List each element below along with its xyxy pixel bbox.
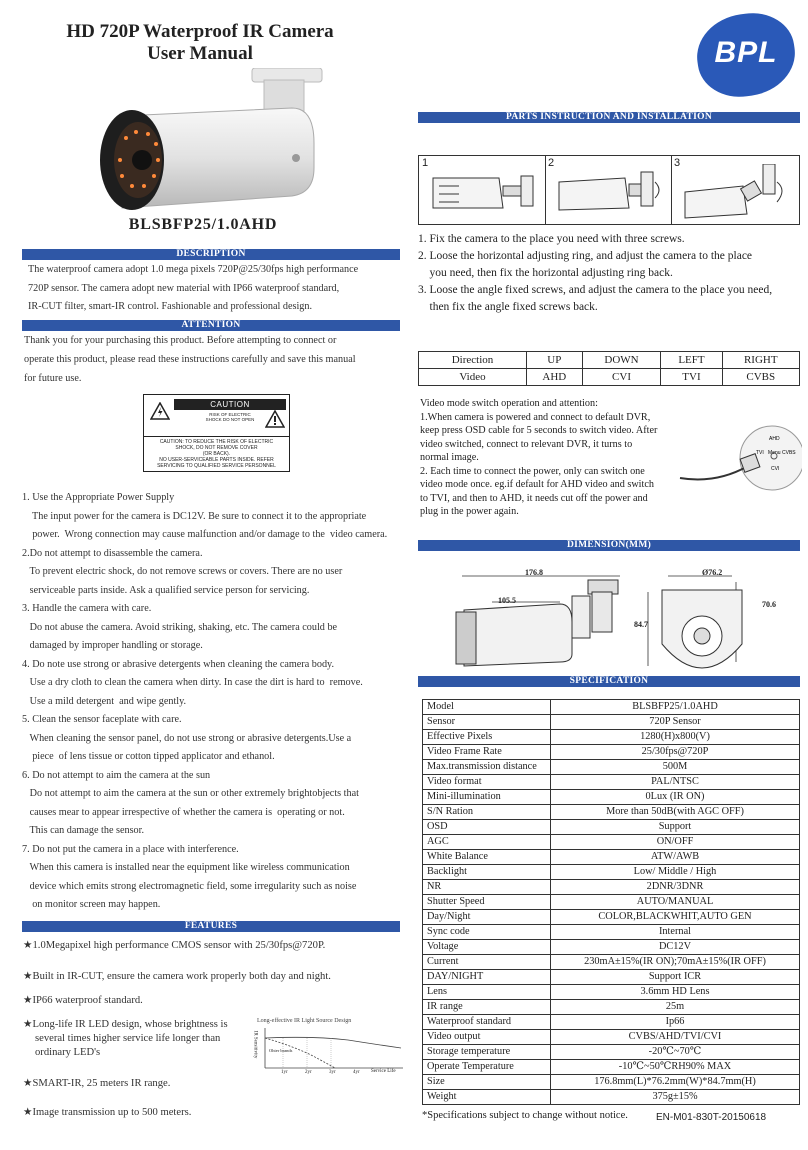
ir-graph-tick-1: 1yr (281, 1070, 288, 1075)
ir-graph (253, 1018, 403, 1080)
safety-rule-line: 5. Clean the sensor faceplate with care. (22, 714, 182, 725)
spec-label: Model (423, 700, 551, 715)
safety-rule-line: When cleaning the sensor panel, do not use strong or abrasive detergents.Use a (22, 732, 352, 744)
description-line-3: IR-CUT filter, smart-IR control. Fashionable and professional design. (28, 301, 313, 312)
video-cvbs: CVBS (722, 369, 800, 386)
spec-value: -10℃~50℃RH90% MAX (551, 1060, 800, 1075)
footer-code: EN-M01-830T-20150618 (656, 1112, 767, 1123)
spec-value: 25/30fps@720P (551, 745, 800, 760)
spec-row (423, 775, 800, 790)
spec-label: Backlight (423, 865, 551, 880)
spec-row (423, 970, 800, 985)
brand-logo-text: BPL (714, 36, 778, 69)
safety-rule-line: Do not attempt to aim the camera at the sun or other extremely brightobjects that (22, 788, 359, 799)
install-step-3-number: 3 (674, 157, 681, 169)
caution-small-1: RISK OF ELECTRIC (209, 412, 251, 417)
spec-row (423, 1030, 800, 1045)
spec-label: Weight (423, 1090, 551, 1105)
spec-label: Mini-illumination (423, 790, 551, 805)
spec-row (423, 805, 800, 820)
install-instruction-3: you need, then fix the horizontal adjusting ring back. (418, 267, 673, 279)
video-cvi: CVI (582, 369, 661, 386)
safety-rule-line: power. Wrong connection may cause malfunction and/or damage to the video camera. (22, 529, 388, 540)
spec-value: 2DNR/3DNR (551, 880, 800, 895)
attention-line-1: Thank you for your purchasing this product. Before attempting to connect or (24, 335, 337, 346)
spec-row (423, 850, 800, 865)
spec-value: 0Lux (IR ON) (551, 790, 800, 805)
spec-row (423, 1045, 800, 1060)
spec-row (423, 865, 800, 880)
title-line-2: User Manual (147, 43, 253, 64)
spec-label: Max.transmission distance (423, 760, 551, 775)
camera-product-image (92, 68, 432, 218)
spec-row (423, 745, 800, 760)
video-mode-line: normal image. (420, 452, 479, 463)
install-instruction-1: 1. Fix the camera to the place you need with three screws. (418, 233, 685, 245)
video-tvi: TVI (661, 369, 722, 386)
spec-label: Voltage (423, 940, 551, 955)
specification-table (422, 699, 800, 1105)
spec-row (423, 1015, 800, 1030)
spec-value: Ip66 (551, 1015, 800, 1030)
video-mode-text (420, 397, 680, 519)
spec-value: AUTO/MANUAL (551, 895, 800, 910)
install-step-1-drawing (429, 168, 539, 222)
osd-tvi-label: TVI (756, 450, 764, 456)
safety-rule-line: device which emits strong electromagnetic field, some irregularity such as noise (22, 880, 357, 892)
spec-value: ON/OFF (551, 835, 800, 850)
osd-cable-drawing (676, 418, 802, 496)
spec-value: BLSBFP25/1.0AHD (551, 700, 800, 715)
spec-row (423, 1000, 800, 1015)
attention-heading: ATTENTION (22, 320, 400, 331)
safety-rule-line: 7. Do not put the camera in a place with interference. (22, 843, 239, 855)
spec-row (423, 985, 800, 1000)
video-header: Video (419, 369, 527, 386)
caution-note-2: SHOCK, DO NOT REMOVE COVER (175, 445, 258, 451)
spec-row (423, 790, 800, 805)
parts-heading: PARTS INSTRUCTION AND INSTALLATION (418, 112, 800, 123)
spec-value: More than 50dB(with AGC OFF) (551, 805, 800, 820)
spec-value: Support (551, 820, 800, 835)
video-mode-line: video switched, connect to relevant DVR, it turns to (420, 438, 633, 450)
spec-label: Video Frame Rate (423, 745, 551, 760)
video-row (419, 369, 800, 386)
install-step-1-number: 1 (422, 157, 429, 169)
safety-rule-line: 2.Do not attempt to disassemble the camera. (22, 547, 203, 559)
direction-up: UP (527, 352, 583, 369)
dimension-drawing (452, 562, 782, 672)
spec-label: OSD (423, 820, 551, 835)
dimension-heading: DIMENSION(MM) (418, 540, 800, 551)
spec-label: IR range (423, 1000, 551, 1015)
warning-triangle-icon (150, 402, 170, 420)
title-line-1: HD 720P Waterproof IR Camera (66, 21, 334, 42)
ir-graph-title: Long-effective IR Light Source Design (257, 1018, 352, 1024)
spec-row (423, 820, 800, 835)
ir-graph-ylabel: IR Sensitivity (252, 1030, 258, 1059)
direction-down: DOWN (582, 352, 661, 369)
spec-label: Size (423, 1075, 551, 1090)
spec-row (423, 1075, 800, 1090)
install-step-2-number: 2 (548, 157, 555, 169)
spec-row (423, 700, 800, 715)
install-step-2-drawing (555, 168, 665, 222)
safety-rule-line: 6. Do not attempt to aim the camera at the sun (22, 769, 211, 781)
video-ahd: AHD (527, 369, 583, 386)
description-line-1: The waterproof camera adopt 1.0 mega pixels 720P@25/30fps high performance (28, 264, 359, 275)
feature-1: ★1.0Megapixel high performance CMOS sensor with 25/30fps@720P. (23, 940, 326, 951)
safety-rule-line: This can damage the sensor. (22, 825, 145, 836)
feature-5: ★SMART-IR, 25 meters IR range. (23, 1078, 171, 1089)
safety-rule-line: on monitor screen may happen. (22, 899, 161, 910)
spec-label: Waterproof standard (423, 1015, 551, 1030)
osd-menu-label: Menu (768, 450, 781, 456)
osd-cvi-label: CVI (771, 466, 780, 472)
feature-4c: ordinary LED's (35, 1047, 101, 1058)
spec-row (423, 760, 800, 775)
spec-value: 3.6mm HD Lens (551, 985, 800, 1000)
spec-value: COLOR,BLACKWHIT,AUTO GEN (551, 910, 800, 925)
install-instruction-2: 2. Loose the horizontal adjusting ring, and adjust the camera to the place (418, 250, 753, 262)
video-mode-line: keep press OSD cable for 5 seconds to switch video. After (420, 425, 658, 436)
spec-value: 500M (551, 760, 800, 775)
spec-label: AGC (423, 835, 551, 850)
direction-row (419, 352, 800, 369)
video-mode-line: to TVI, and then to AHD, it needs cut off the power and (420, 492, 648, 504)
spec-row (423, 925, 800, 940)
spec-value: 176.8mm(L)*76.2mm(W)*84.7mm(H) (551, 1075, 800, 1090)
video-mode-line: 1.When camera is powered and connect to default DVR, (420, 411, 651, 423)
description-line-2: 720P sensor. The camera adopt new material with IP66 waterproof standard, (28, 283, 340, 294)
safety-rule-line: causes mear to appear irrespective of whether the camera is operating or not. (22, 806, 345, 818)
safety-rule-line: piece of lens tissue or cotton tipped applicator and ethanol. (22, 751, 275, 762)
ir-graph-legend: Ohter brands (269, 1048, 293, 1053)
spec-value: 1280(H)x800(V) (551, 730, 800, 745)
spec-label: Current (423, 955, 551, 970)
safety-rules-list (22, 489, 402, 915)
ir-graph-tick-3: 3yr (329, 1070, 336, 1075)
spec-value: 720P Sensor (551, 715, 800, 730)
footer-note: *Specifications subject to change without notice. (422, 1110, 628, 1121)
spec-label: Effective Pixels (423, 730, 551, 745)
ir-graph-tick-2: 2yr (305, 1070, 312, 1075)
safety-rule-line: damaged by improper handling or storage. (22, 640, 203, 651)
spec-row (423, 880, 800, 895)
spec-label: Sync code (423, 925, 551, 940)
direction-header: Direction (419, 352, 527, 369)
spec-value: Support ICR (551, 970, 800, 985)
osd-ahd-label: AHD (769, 436, 780, 442)
feature-2: ★Built in IR-CUT, ensure the camera work properly both day and night. (23, 971, 331, 982)
ir-graph-tick-4: 4yr (353, 1070, 360, 1075)
spec-label: DAY/NIGHT (423, 970, 551, 985)
dim-diameter: Ø76.2 (702, 568, 723, 577)
spec-label: S/N Ration (423, 805, 551, 820)
spec-row (423, 895, 800, 910)
dim-height: 84.7 (634, 620, 648, 629)
install-instruction-5: then fix the angle fixed screws back. (418, 301, 598, 313)
spec-value: 230mA±15%(IR ON);70mA±15%(IR OFF) (551, 955, 800, 970)
spec-label: Video output (423, 1030, 551, 1045)
video-mode-line: 2. Each time to connect the power, only can switch one (420, 465, 645, 477)
spec-label: Video format (423, 775, 551, 790)
feature-3: ★IP66 waterproof standard. (23, 995, 143, 1006)
osd-cvbs-label: CVBS (782, 450, 796, 456)
spec-row (423, 940, 800, 955)
spec-value: 25m (551, 1000, 800, 1015)
caution-note-4: NO USER-SERVICEABLE PARTS INSIDE. REFER (159, 457, 274, 463)
spec-label: Sensor (423, 715, 551, 730)
caution-note (143, 436, 290, 472)
feature-6: ★Image transmission up to 500 meters. (23, 1107, 192, 1118)
dim-width: 70.6 (762, 600, 776, 609)
dim-partial: 105.5 (498, 596, 516, 605)
spec-value: ATW/AWB (551, 850, 800, 865)
spec-row (423, 1090, 800, 1105)
model-number: BLSBFP25/1.0AHD (128, 216, 278, 233)
safety-rule-line: The input power for the camera is DC12V. Be sure to connect it to the appropriate (22, 510, 367, 522)
video-mode-line: Video mode switch operation and attention: (420, 398, 598, 409)
spec-row (423, 730, 800, 745)
attention-line-3: for future use. (24, 373, 82, 384)
safety-rule-line: To prevent electric shock, do not remove screws or covers. There are no user (22, 566, 343, 577)
install-step-images (418, 155, 800, 225)
ir-graph-xlabel: Service Life (371, 1069, 396, 1074)
safety-rule-line: 3. Handle the camera with care. (22, 603, 152, 614)
spec-label: Shutter Speed (423, 895, 551, 910)
spec-row (423, 1060, 800, 1075)
brand-logo (697, 14, 795, 96)
direction-table (418, 351, 800, 386)
video-mode-line: plug in the power again. (420, 506, 519, 517)
safety-rule-line: Use a dry cloth to clean the camera when dirty. In case the dirt is hard to remove. (22, 677, 363, 688)
spec-row (423, 910, 800, 925)
safety-rule-line: When this camera is installed near the equipment like wireless communication (22, 862, 350, 873)
caution-small-2: SHOCK DO NOT OPEN (205, 417, 255, 422)
spec-row (423, 715, 800, 730)
install-instruction-4: 3. Loose the angle fixed screws, and adjust the camera to the place you need, (418, 284, 773, 296)
direction-left: LEFT (661, 352, 722, 369)
install-step-3-drawing (681, 164, 793, 222)
spec-value: -20℃~70℃ (551, 1045, 800, 1060)
safety-rule-line: Use a mild detergent and wipe gently. (22, 695, 187, 707)
spec-label: White Balance (423, 850, 551, 865)
features-heading: FEATURES (22, 921, 400, 932)
spec-row (423, 955, 800, 970)
caution-title: CAUTION (174, 399, 286, 410)
spec-label: Storage temperature (423, 1045, 551, 1060)
description-heading: DESCRIPTION (22, 249, 400, 260)
caution-note-5: SERVICING TO QUALIFIED SERVICE PERSONNEL (157, 463, 276, 469)
safety-rule-line: Do not abuse the camera. Avoid striking, shaking, etc. The camera could be (22, 621, 338, 633)
spec-label: Lens (423, 985, 551, 1000)
spec-value: Low/ Middle / High (551, 865, 800, 880)
specification-heading: SPECIFICATION (418, 676, 800, 687)
spec-label: Operate Temperature (423, 1060, 551, 1075)
spec-value: DC12V (551, 940, 800, 955)
spec-value: 375g±15% (551, 1090, 800, 1105)
spec-label: Day/Night (423, 910, 551, 925)
video-mode-line: video mode once. eg.if default for AHD video and switch (420, 479, 654, 490)
attention-line-2: operate this product, please read these instructions carefully and save this manual (24, 354, 356, 365)
spec-label: NR (423, 880, 551, 895)
spec-value: PAL/NTSC (551, 775, 800, 790)
spec-row (423, 835, 800, 850)
caution-label (143, 394, 290, 440)
feature-4b: several times higher service life longer than (35, 1033, 221, 1044)
direction-right: RIGHT (722, 352, 800, 369)
caution-note-3: (OR BACK). (202, 451, 231, 457)
feature-4a: ★Long-life IR LED design, whose brightness is (23, 1019, 228, 1030)
caution-note-1: CAUTION: TO REDUCE THE RISK OF ELECTRIC (159, 439, 274, 445)
safety-rule-line: 4. Do note use strong or abrasive detergents when cleaning the camera body. (22, 658, 335, 670)
spec-value: CVBS/AHD/TVI/CVI (551, 1030, 800, 1045)
safety-rule-line: 1. Use the Appropriate Power Supply (22, 492, 175, 503)
safety-rule-line: serviceable parts inside. Ask a qualified service person for servicing. (22, 584, 310, 596)
spec-value: Internal (551, 925, 800, 940)
dim-length: 176.8 (525, 568, 543, 577)
exclamation-triangle-icon (265, 410, 285, 428)
